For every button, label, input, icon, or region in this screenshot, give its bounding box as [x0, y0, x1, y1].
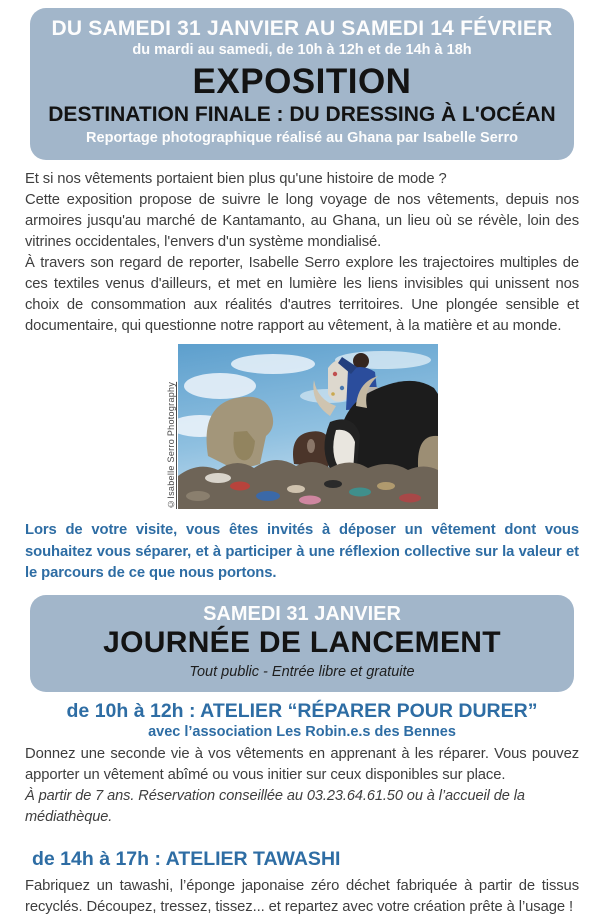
- atelier-reparer-association: avec l’association Les Robin.e.s des Bennes: [148, 724, 456, 741]
- intro-question: Et si nos vêtements portaient bien plus qu'une histoire de mode ?: [25, 171, 447, 188]
- photo-copyright-caption: ©Isabelle Serro Photography: [166, 382, 176, 510]
- flyer-page: [0, 8, 604, 916]
- atelier-reparer-booking-note: À partir de 7 ans. Réservation conseillée au 03.23.64.61.50 ou à l’accueil de la médiathèque.: [25, 787, 525, 825]
- launch-audience-note: Tout public - Entrée libre et gratuite: [189, 663, 415, 680]
- launch-date: SAMEDI 31 JANVIER: [203, 602, 401, 625]
- exhibition-opening-hours: du mardi au samedi, de 10h à 12h et de 14h à 18h: [132, 41, 472, 58]
- intro-paragraph-1: Cette exposition propose de suivre le long voyage de nos vêtements, depuis nos armoires jusqu'au marché de Kantamanto, au Ghana, un lieu où se révèle, loin des vitrines occidentales, l'envers d'un système mondialisé.: [25, 192, 579, 251]
- exhibition-photo: [178, 344, 438, 509]
- launch-banner: [30, 595, 574, 692]
- atelier-reparer-section: [0, 700, 604, 828]
- atelier-tawashi-description: Fabriquez un tawashi, l’éponge japonaise zéro déchet fabriquée à partir de tissus recyclés. Découpez, tressez, tissez... et repartez avec votre création prête à l’usage !: [25, 878, 579, 916]
- photo-block: [0, 344, 604, 509]
- invitation-text: Lors de votre visite, vous êtes invités à déposer un vêtement dont vous souhaitez vous séparer, et à participer à une réflexion collective sur la valeur et le parcours de ce que nous portons.: [25, 522, 579, 582]
- exhibition-photographer-credit: Reportage photographique réalisé au Ghana par Isabelle Serro: [86, 129, 518, 146]
- atelier-tawashi-section: [0, 848, 604, 918]
- launch-title: JOURNÉE DE LANCEMENT: [103, 625, 501, 659]
- exhibition-banner: [30, 8, 574, 160]
- atelier-tawashi-heading: de 14h à 17h : ATELIER TAWASHI: [32, 847, 341, 870]
- atelier-reparer-heading: de 10h à 12h : ATELIER “RÉPARER POUR DURER”: [66, 700, 538, 723]
- exhibition-date-range: DU SAMEDI 31 JANVIER AU SAMEDI 14 FÉVRIER: [51, 17, 553, 40]
- intro-paragraph-2: À travers son regard de reporter, Isabelle Serro explore les trajectoires multiples de ces textiles venus d'ailleurs, et met en lumière les liens invisibles qui unissent nos choix de consommation aux réalités d'autres territoires. Une plongée sensible et documentaire, qui questionne notre rapport au vêtement, à la matière et au monde.: [25, 255, 579, 335]
- intro-text-block: [0, 160, 604, 337]
- exhibition-title: EXPOSITION: [192, 61, 412, 101]
- exhibition-subtitle: DESTINATION FINALE : DU DRESSING À L'OCÉAN: [48, 102, 556, 126]
- atelier-reparer-description: Donnez une seconde vie à vos vêtements en apprenant à les réparer. Vous pouvez apporter un vêtement abîmé ou vous initier sur ceux disponibles sur place.: [25, 745, 579, 783]
